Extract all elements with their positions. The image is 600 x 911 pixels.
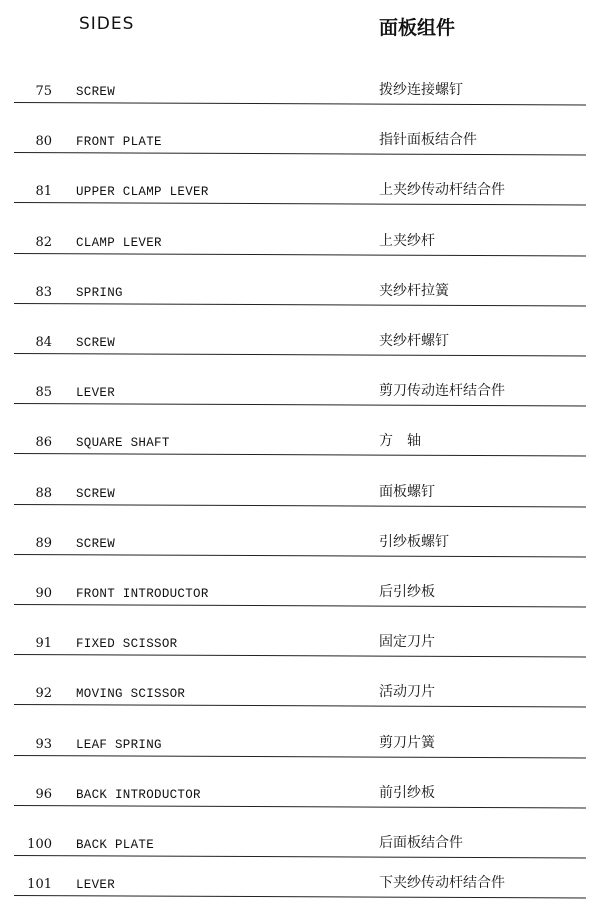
part-name-cn: 引纱板螺钉 xyxy=(379,533,449,550)
part-name-cn: 夹纱杆拉簧 xyxy=(379,282,449,299)
row-underline xyxy=(14,805,586,808)
parts-row xyxy=(0,384,600,404)
part-name-en: UPPER CLAMP LEVER xyxy=(76,185,209,200)
part-number: 83 xyxy=(35,284,52,300)
row-underline xyxy=(14,604,586,607)
part-name-cn: 夹纱杆螺钉 xyxy=(379,333,449,349)
part-name-en: LEVER xyxy=(76,878,116,892)
header-title-cn: 面板组件 xyxy=(379,17,456,39)
part-number: 88 xyxy=(35,485,52,501)
row-underline xyxy=(14,704,586,707)
part-name-en: LEVER xyxy=(76,386,116,401)
row-underline xyxy=(14,755,586,758)
part-name-en: SCREW xyxy=(76,536,116,551)
parts-row xyxy=(0,786,600,806)
parts-row xyxy=(0,836,600,856)
parts-row xyxy=(0,485,600,505)
part-number: 89 xyxy=(35,535,52,551)
part-number: 85 xyxy=(35,385,52,401)
part-name-cn: 拨纱连接螺钉 xyxy=(379,82,463,98)
part-number: 101 xyxy=(27,877,52,892)
part-name-en: SCREW xyxy=(76,336,116,350)
part-number: 90 xyxy=(35,586,52,601)
part-name-en: SPRING xyxy=(76,285,123,300)
part-name-cn: 下夹纱传动杆结合件 xyxy=(379,875,505,891)
parts-row xyxy=(0,635,600,655)
parts-row xyxy=(0,234,600,254)
part-name-cn: 前引纱板 xyxy=(379,784,435,801)
row-underline xyxy=(14,102,586,105)
row-underline xyxy=(14,895,586,898)
part-name-cn: 上夹纱传动杆结合件 xyxy=(379,182,505,199)
parts-row xyxy=(0,876,600,896)
part-name-en: CLAMP LEVER xyxy=(76,235,162,250)
part-name-cn: 方 轴 xyxy=(379,433,421,450)
part-name-cn: 活动刀片 xyxy=(379,684,435,701)
part-name-en: FRONT INTRODUCTOR xyxy=(76,587,209,601)
row-underline xyxy=(14,504,586,507)
header-title-en: SIDES xyxy=(79,14,135,34)
part-name-cn: 剪刀片簧 xyxy=(379,734,435,751)
part-number: 96 xyxy=(35,786,52,802)
row-underline xyxy=(14,202,586,205)
part-number: 91 xyxy=(35,636,52,652)
row-underline xyxy=(14,403,586,406)
part-name-en: SCREW xyxy=(76,85,116,99)
row-underline xyxy=(14,303,586,306)
part-number: 100 xyxy=(27,837,52,852)
parts-row xyxy=(0,585,600,605)
row-underline xyxy=(14,453,586,456)
part-name-cn: 上夹纱杆 xyxy=(379,232,435,249)
part-name-cn: 剪刀传动连杆结合件 xyxy=(379,383,505,400)
part-number: 80 xyxy=(35,134,52,150)
part-name-en: SQUARE SHAFT xyxy=(76,436,170,451)
part-name-cn: 后引纱板 xyxy=(379,584,435,600)
part-name-en: FIXED SCISSOR xyxy=(76,637,178,652)
row-underline xyxy=(14,353,586,356)
row-underline xyxy=(14,554,586,557)
row-underline xyxy=(14,855,586,858)
parts-row xyxy=(0,535,600,555)
part-number: 93 xyxy=(35,736,52,752)
part-number: 82 xyxy=(35,234,52,250)
parts-row xyxy=(0,284,600,304)
parts-row xyxy=(0,183,600,203)
row-underline xyxy=(14,152,586,155)
part-name-en: BACK INTRODUCTOR xyxy=(76,787,201,802)
part-name-en: SCREW xyxy=(76,486,116,501)
part-name-en: BACK PLATE xyxy=(76,838,155,852)
parts-row xyxy=(0,133,600,153)
part-number: 86 xyxy=(35,435,52,451)
part-name-cn: 面板螺钉 xyxy=(379,483,435,500)
part-name-cn: 固定刀片 xyxy=(379,634,435,651)
part-name-en: FRONT PLATE xyxy=(76,135,162,150)
part-number: 92 xyxy=(35,686,52,702)
part-name-cn: 指针面板结合件 xyxy=(379,132,477,149)
part-name-cn: 后面板结合件 xyxy=(379,835,463,851)
part-name-en: LEAF SPRING xyxy=(76,737,162,752)
part-name-en: MOVING SCISSOR xyxy=(76,687,186,702)
parts-row xyxy=(0,685,600,705)
part-number: 75 xyxy=(35,84,52,99)
parts-row xyxy=(0,334,600,354)
parts-row xyxy=(0,83,600,103)
part-number: 84 xyxy=(35,335,52,350)
row-underline xyxy=(14,253,586,256)
parts-row xyxy=(0,434,600,454)
part-number: 81 xyxy=(35,184,52,200)
row-underline xyxy=(14,654,586,657)
parts-row xyxy=(0,736,600,756)
